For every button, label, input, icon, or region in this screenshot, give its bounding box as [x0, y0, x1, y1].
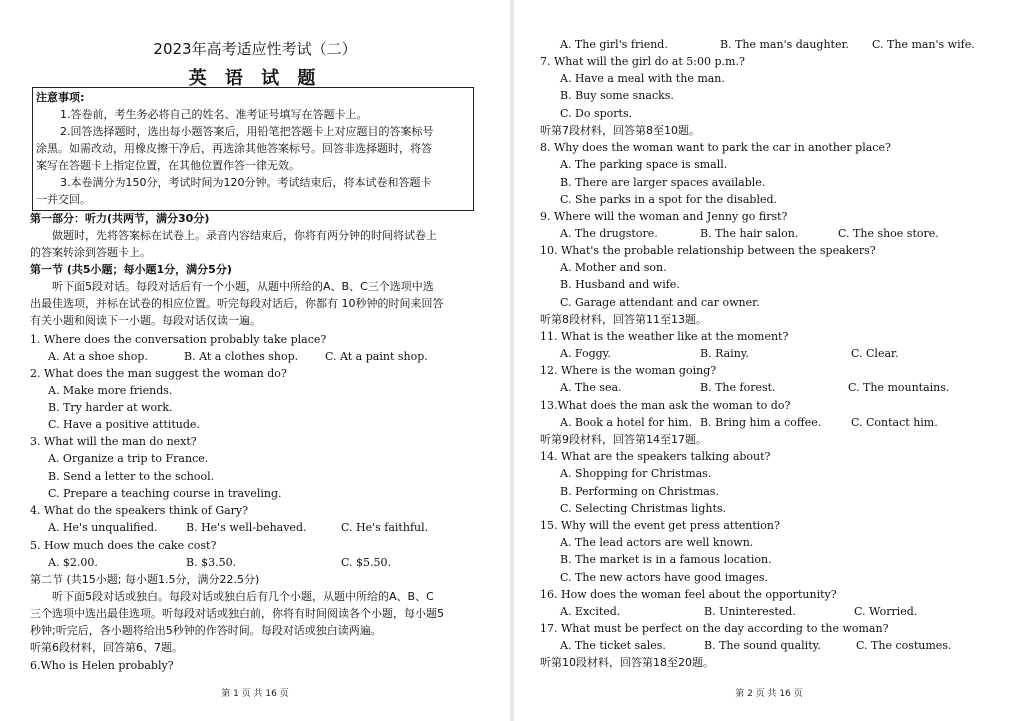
page-footer: 第 1 页 共 16 页: [221, 689, 289, 699]
option-c: C. The new actors have good images.: [560, 571, 769, 584]
option-b: B. He's well-behaved.: [186, 521, 307, 534]
question-stem: 8. Why does the woman want to park the car in another place?: [540, 141, 891, 154]
question-stem: 13.What does the man ask the woman to do?: [540, 399, 791, 412]
option-a: A. The lead actors are well known.: [560, 536, 754, 549]
option-c: C. Garage attendant and car owner.: [560, 296, 760, 309]
question-stem: 17. What must be perfect on the day according to the woman?: [540, 622, 889, 635]
section2-heading: 第二节 (共15小题; 每小题1.5分，满分22.5分): [30, 573, 260, 586]
section2-intro-line: 听下面5段对话或独白。每段对话或独白后有几个小题，从题中所给的A、B、C: [52, 590, 434, 603]
option-a: A. Make more friends.: [48, 384, 173, 397]
question-stem: 9. Where will the woman and Jenny go first?: [540, 210, 788, 223]
option-b: B. Send a letter to the school.: [48, 470, 215, 483]
option-a: A. The drugstore.: [560, 227, 658, 240]
part1-intro-line: 做题时，先将答案标在试卷上。录音内容结束后，你将有两分钟的时间将试卷上: [52, 229, 437, 242]
question-stem: 14. What are the speakers talking about?: [540, 450, 771, 463]
option-b: B. The market is in a famous location.: [560, 553, 772, 566]
option-a: A. Foggy.: [560, 347, 611, 360]
question-stem: 15. Why will the event get press attention?: [540, 519, 780, 532]
section1-heading: 第一节 (共5小题；每小题1分，满分5分): [30, 263, 232, 276]
option-a: A. $2.00.: [48, 556, 98, 569]
option-b: B. The hair salon.: [700, 227, 799, 240]
notice-line: 涂黑。如需改动，用橡皮擦干净后，再选涂其他答案标号。回答非选择题时，将答: [36, 142, 432, 155]
option-b: B. $3.50.: [186, 556, 237, 569]
option-a: A. Mother and son.: [560, 261, 667, 274]
question-stem: 11. What is the weather like at the moment?: [540, 330, 789, 343]
part1-heading: 第一部分：听力(共两节，满分30分): [30, 212, 210, 225]
part1-intro-line: 的答案转涂到答题卡上。: [30, 246, 151, 259]
listen-instruction: 听第9段材料，回答第14至17题。: [540, 433, 707, 446]
question-stem: 7. What will the girl do at 5:00 p.m.?: [540, 55, 745, 68]
option-b: B. Bring him a coffee.: [700, 416, 822, 429]
option-b: B. At a clothes shop.: [184, 350, 299, 363]
question-stem: 16. How does the woman feel about the opportunity?: [540, 588, 837, 601]
option-c: C. Have a positive attitude.: [48, 418, 200, 431]
option-b: B. The sound quality.: [704, 639, 821, 652]
option-c: C. The mountains.: [848, 381, 950, 394]
listen-instruction: 听第10段材料，回答第18至20题。: [540, 656, 714, 669]
option-c: C. Do sports.: [560, 107, 633, 120]
section2-intro-line: 三个选项中选出最佳选项。听每段对话或独白前，你将有时间阅读各个小题，每小题5: [30, 607, 444, 620]
option-a: A. The parking space is small.: [560, 158, 728, 171]
notice-line: 3.本卷满分为150分，考试时间为120分钟。考试结束后，将本试卷和答题卡: [60, 176, 432, 189]
option-c: C. Selecting Christmas lights.: [560, 502, 727, 515]
option-b: B. Rainy.: [700, 347, 750, 360]
section1-intro-line: 出最佳选项，并标在试卷的相应位置。听完每段对话后，你都有 10秒钟的时间来回答: [30, 297, 444, 310]
question-stem: 3. What will the man do next?: [30, 435, 197, 448]
notice-line: 2.回答选择题时，选出每小题答案后，用铅笔把答题卡上对应题目的答案标号: [60, 125, 434, 138]
option-c: C. Prepare a teaching course in traveling.: [48, 487, 282, 500]
exam-title: 2023年高考适应性考试（二）: [153, 40, 357, 58]
option-c: C. The man's wife.: [872, 38, 975, 51]
notice-heading: 注意事项:: [36, 91, 85, 104]
option-b: B. Performing on Christmas.: [560, 485, 719, 498]
option-c: C. $5.50.: [341, 556, 392, 569]
option-b: B. Try harder at work.: [48, 401, 173, 414]
notice-line: 一并交回。: [36, 193, 91, 206]
exam-page-2: [514, 0, 1024, 721]
option-a: A. Excited.: [560, 605, 621, 618]
option-a: A. He's unqualified.: [48, 521, 158, 534]
option-b: B. The man's daughter.: [720, 38, 850, 51]
option-b: B. Uninterested.: [704, 605, 796, 618]
option-a: A. Book a hotel for him.: [560, 416, 693, 429]
question-stem: 2. What does the man suggest the woman do?: [30, 367, 287, 380]
option-c: C. Contact him.: [851, 416, 938, 429]
question-stem: 10. What's the probable relationship between the speakers?: [540, 244, 876, 257]
section1-intro-line: 有关小题和阅读下一小题。每段对话仅读一遍。: [30, 314, 261, 327]
option-c: C. She parks in a spot for the disabled.: [560, 193, 778, 206]
option-c: C. He's faithful.: [341, 521, 429, 534]
option-a: A. At a shoe shop.: [48, 350, 148, 363]
listen-instruction: 听第8段材料，回答第11至13题。: [540, 313, 707, 326]
option-c: C. Clear.: [851, 347, 899, 360]
option-b: B. Buy some snacks.: [560, 89, 674, 102]
option-c: C. At a paint shop.: [325, 350, 428, 363]
section2-intro-line: 秒钟;听完后，各小题将给出5秒钟的作答时间。每段对话或独白读两遍。: [30, 624, 382, 637]
option-a: A. Shopping for Christmas.: [560, 467, 712, 480]
option-a: A. The girl's friend.: [560, 38, 668, 51]
option-c: C. Worried.: [854, 605, 918, 618]
exam-subtitle: 英 语 试 题: [188, 68, 322, 89]
option-a: A. Organize a trip to France.: [48, 452, 209, 465]
option-b: B. Husband and wife.: [560, 278, 680, 291]
option-c: C. The shoe store.: [838, 227, 939, 240]
option-b: B. The forest.: [700, 381, 776, 394]
option-a: A. The sea.: [560, 381, 622, 394]
exam-page-1: [0, 0, 510, 721]
page-footer: 第 2 页 共 16 页: [735, 689, 803, 699]
question-stem: 4. What do the speakers think of Gary?: [30, 504, 249, 517]
notice-line: 1.答卷前，考生务必将自己的姓名、准考证号填写在答题卡上。: [60, 108, 368, 121]
listen-instruction: 听第7段材料，回答第8至10题。: [540, 124, 700, 137]
question-stem: 5. How much does the cake cost?: [30, 539, 217, 552]
option-a: A. Have a meal with the man.: [560, 72, 725, 85]
listen-instruction: 听第6段材料，回答第6、7题。: [30, 641, 183, 654]
question-stem: 1. Where does the conversation probably take place?: [30, 333, 327, 346]
section1-intro-line: 听下面5段对话。每段对话后有一个小题，从题中所给的A、B、C三个选项中选: [52, 280, 434, 293]
question-stem: 6.Who is Helen probably?: [30, 659, 174, 672]
notice-line: 案写在答题卡上指定位置，在其他位置作答一律无效。: [36, 159, 300, 172]
option-a: A. The ticket sales.: [560, 639, 666, 652]
option-c: C. The costumes.: [856, 639, 952, 652]
option-b: B. There are larger spaces available.: [560, 176, 766, 189]
question-stem: 12. Where is the woman going?: [540, 364, 717, 377]
